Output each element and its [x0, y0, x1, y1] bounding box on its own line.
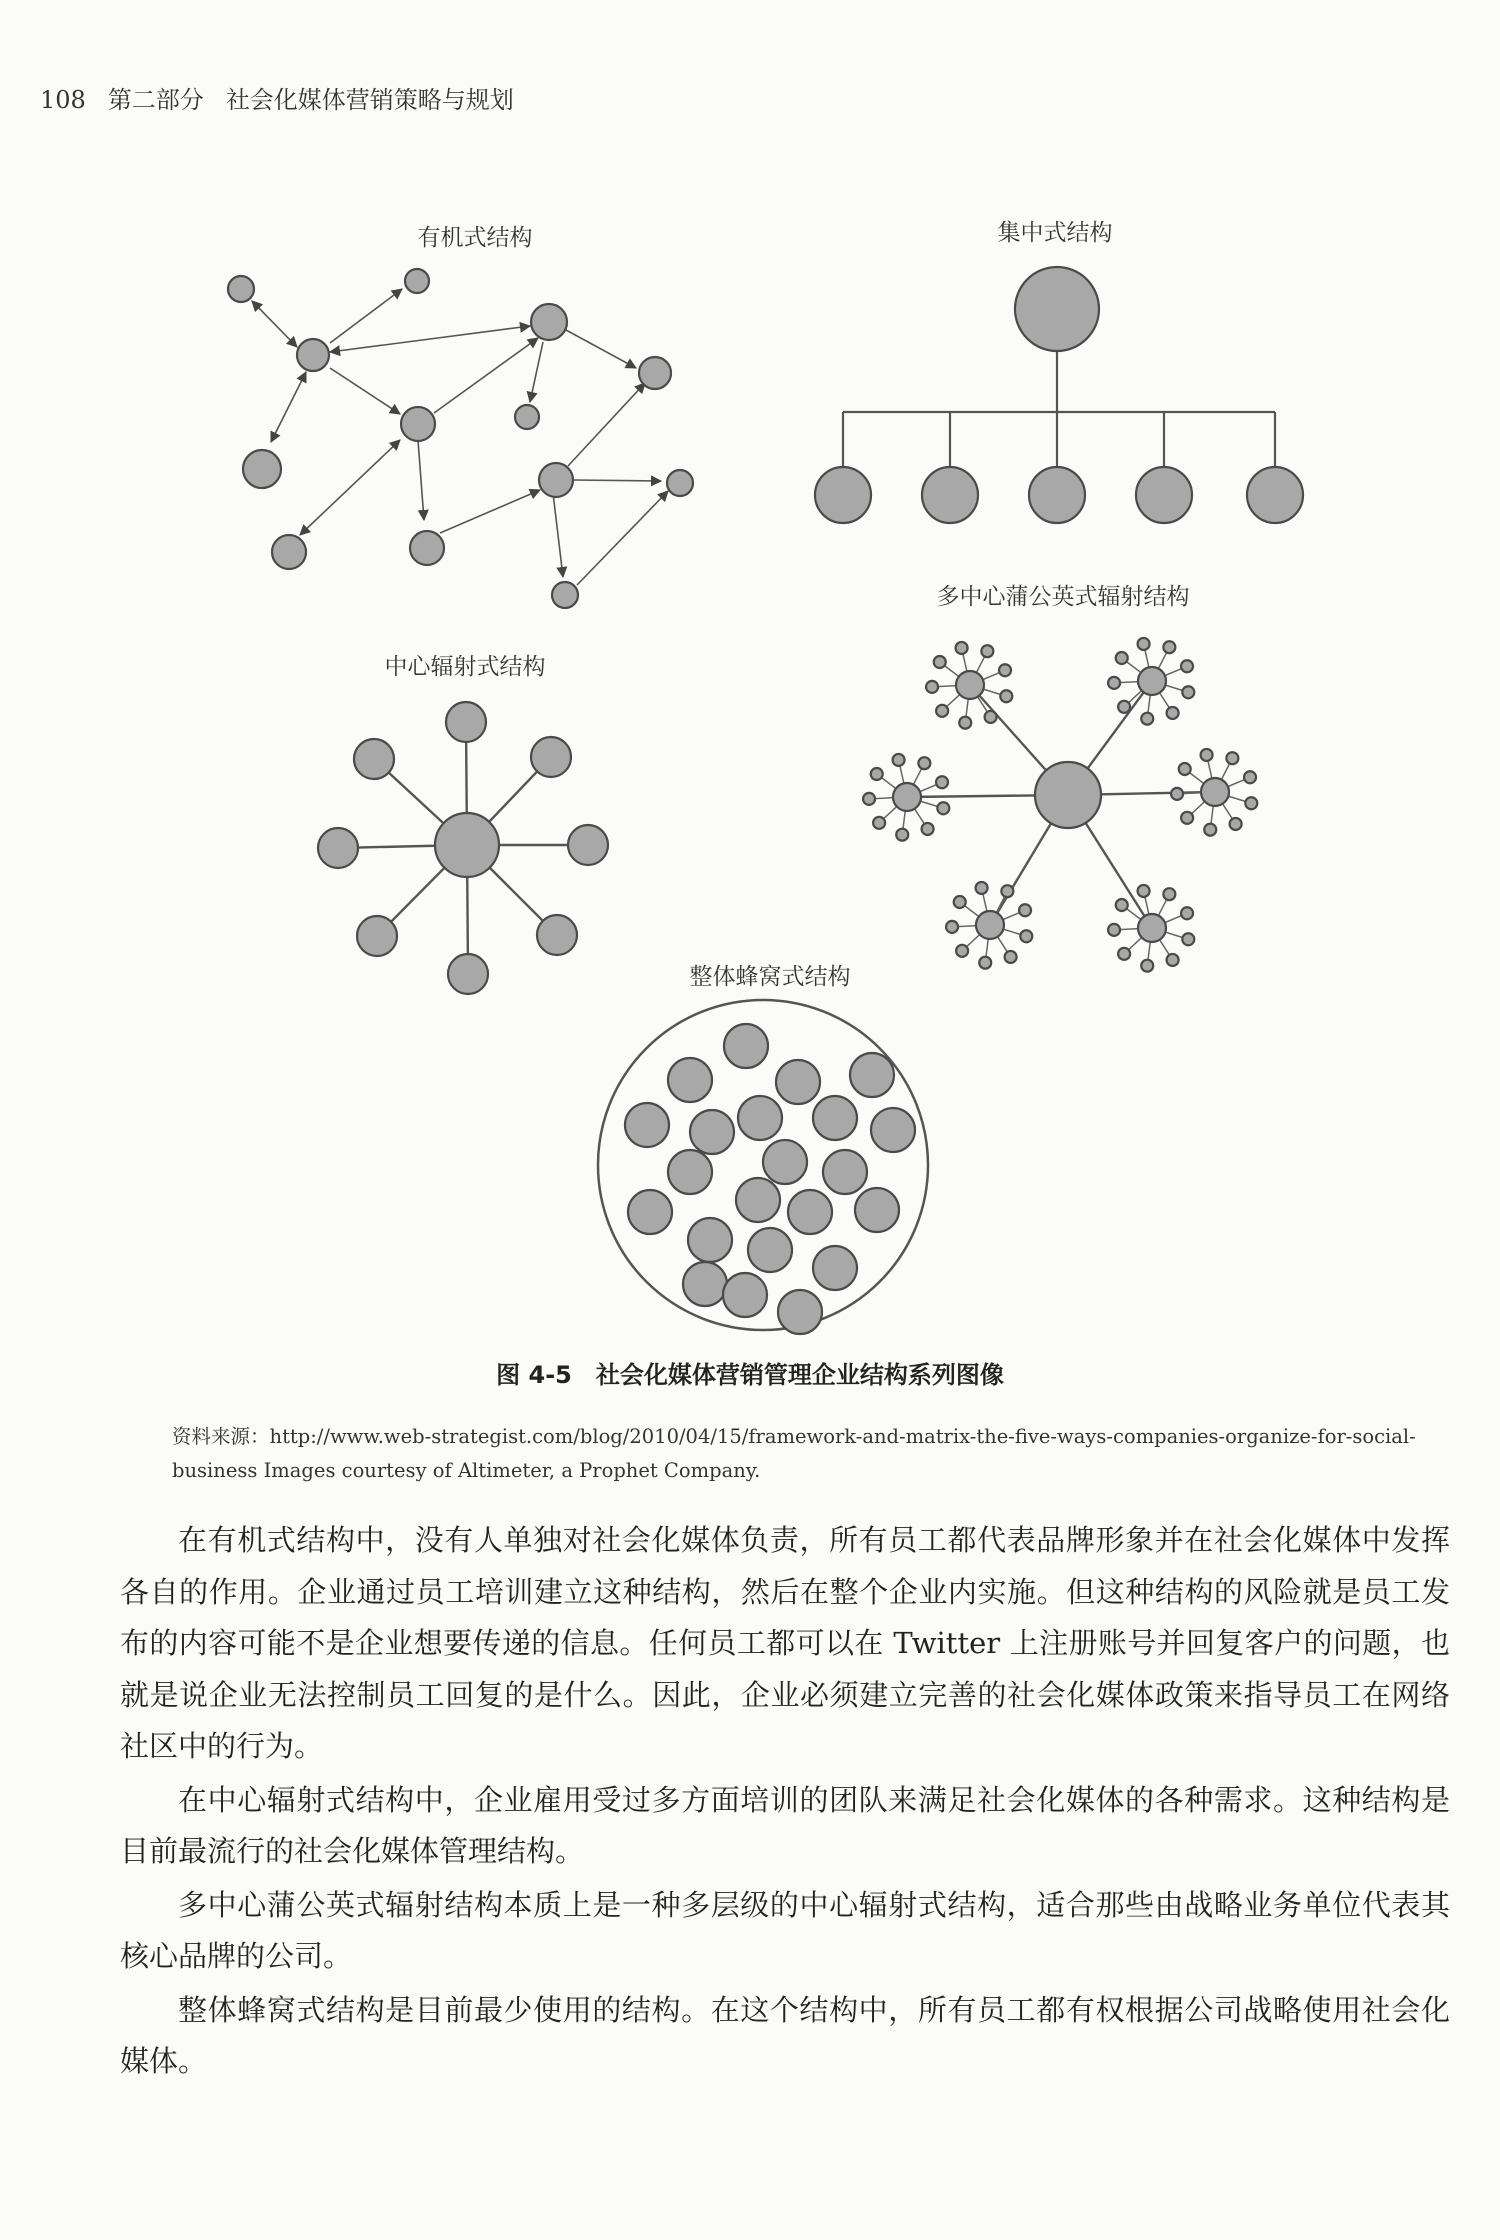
body-paragraph-multi-hub: 多中心蒲公英式辐射结构本质上是一种多层级的中心辐射式结构，适合那些由战略业务单位代表其核心品牌的公司。 [120, 1887, 1450, 1973]
satellite-node [1171, 788, 1183, 800]
satellite-node [922, 823, 934, 835]
satellite-node [1179, 763, 1191, 775]
satellite-node [1118, 701, 1130, 713]
central-unit-node [1029, 467, 1085, 523]
organic-node [272, 535, 306, 569]
centralized-structure-title: 集中式结构 [997, 220, 1113, 246]
sub-hub-node [1138, 667, 1166, 695]
organic-links [252, 289, 668, 585]
honeycomb-cell [763, 1140, 807, 1184]
hub-node [435, 813, 499, 877]
organic-node [539, 463, 573, 497]
body-paragraph-holistic: 整体蜂窝式结构是目前最少使用的结构。在这个结构中，所有员工都有权根据公司战略使用社会化媒体。 [120, 1992, 1450, 2078]
honeycomb-cell [813, 1096, 857, 1140]
organic-node [405, 269, 429, 293]
satellite-node [873, 817, 885, 829]
satellite-node [896, 829, 908, 841]
satellite-node [1138, 885, 1150, 897]
organic-node [243, 450, 281, 488]
satellite-node [1167, 707, 1179, 719]
satellite-node [1019, 904, 1031, 916]
source-label: 资料来源： [172, 1425, 270, 1448]
satellite-node [1141, 960, 1153, 972]
satellite-node [1167, 954, 1179, 966]
part-title: 社会化媒体营销策略与规划 [225, 86, 514, 114]
central-unit-node [922, 467, 978, 523]
satellite-node [1001, 885, 1013, 897]
satellite-node [1020, 930, 1032, 942]
satellite-node [1230, 818, 1242, 830]
satellite-node [1182, 933, 1194, 945]
source-credit-line: business Images courtesy of Altimeter, a Prophet Company. [172, 1459, 761, 1482]
organic-nodes [228, 269, 693, 608]
dandelion-hub-node [1035, 762, 1101, 828]
satellite-node [1005, 951, 1017, 963]
satellite-node [1163, 888, 1175, 900]
satellite-node [1181, 812, 1193, 824]
satellite-node [976, 882, 988, 894]
honeycomb-cell [871, 1108, 915, 1152]
honeycomb-cells [625, 1024, 915, 1334]
satellite-node [1141, 713, 1153, 725]
honeycomb-cell [625, 1103, 669, 1147]
satellite-node [1245, 797, 1257, 809]
figure-number: 图 4-5 [496, 1361, 572, 1389]
satellite-node [999, 664, 1011, 676]
honeycomb-cell [776, 1060, 820, 1104]
multi-hub-structure-title: 多中心蒲公英式辐射结构 [936, 584, 1190, 610]
satellite-node [1181, 907, 1193, 919]
honeycomb-cell [788, 1190, 832, 1234]
satellite-node [1116, 652, 1128, 664]
satellite-node [954, 896, 966, 908]
sub-hub-node [956, 671, 984, 699]
body-paragraph-organic: 在有机式结构中，没有人单独对社会化媒体负责，所有员工都代表品牌形象并在社会化媒体中发挥各自的作用。企业通过员工培训建立这种结构，然后在整个企业内实施。但这种结构的风险就是员工发布的内容可能不是企业想要传递的信息。任何员工都可以在 Twitter 上注册账号并回复客户的问题，也就是说企业无法控制员工回复的是什么。因此，企业必须建立完善的社会化媒体政策来指导员工在网络社区中的行为。 [120, 1523, 1450, 1763]
organic-node [228, 276, 254, 302]
satellite-node [1244, 771, 1256, 783]
satellite-node [1201, 749, 1213, 761]
satellite-node [1000, 690, 1012, 702]
satellite-node [981, 645, 993, 657]
source-url-line: http://www.web-strategist.com/blog/2010/04/15/framework-and-matrix-the-five-ways-companies-organize-for-social- [269, 1425, 1416, 1448]
honeycomb-cell [855, 1188, 899, 1232]
organic-node [531, 304, 567, 340]
satellite-node [1226, 752, 1238, 764]
organic-node [515, 405, 539, 429]
spoke-node [537, 915, 577, 955]
sub-hub-node [893, 783, 921, 811]
body-paragraph-hub-spoke: 在中心辐射式结构中，企业雇用受过多方面培训的团队来满足社会化媒体的各种需求。这种结构是目前最流行的社会化媒体管理结构。 [120, 1782, 1450, 1868]
hub-spoke-structure-diagram [318, 654, 608, 994]
honeycomb-cell [724, 1024, 768, 1068]
satellite-node [934, 656, 946, 668]
honeycomb-cell [736, 1178, 780, 1222]
satellite-node [863, 793, 875, 805]
sub-hub-node [1138, 914, 1166, 942]
honeycomb-cell [748, 1228, 792, 1272]
satellite-node [956, 945, 968, 957]
organic-node [667, 470, 693, 496]
page-number: 108 [40, 86, 86, 114]
honeycomb-cell [690, 1110, 734, 1154]
satellite-node [918, 757, 930, 769]
source-note [172, 1420, 1442, 1488]
satellite-node [946, 921, 958, 933]
organic-node [297, 339, 329, 371]
spoke-node [357, 916, 397, 956]
satellite-node [985, 711, 997, 723]
satellite-node [956, 642, 968, 654]
spoke-node [448, 954, 488, 994]
honeycomb-cell [738, 1096, 782, 1140]
satellite-node [871, 768, 883, 780]
honeycomb-cell [813, 1246, 857, 1290]
figure-caption [0, 1355, 1500, 1390]
satellite-node [979, 957, 991, 969]
sub-hub-node [1201, 778, 1229, 806]
satellite-node [1182, 686, 1194, 698]
honeycomb-cell [850, 1053, 894, 1097]
satellite-node [1138, 638, 1150, 650]
holistic-structure-diagram [598, 964, 928, 1334]
spoke-node [354, 739, 394, 779]
satellite-node [937, 802, 949, 814]
satellite-node [926, 681, 938, 693]
honeycomb-cell [823, 1150, 867, 1194]
organic-node [639, 357, 671, 389]
satellite-node [1204, 824, 1216, 836]
honeycomb-cell [688, 1218, 732, 1262]
satellite-node [936, 705, 948, 717]
organic-node [401, 407, 435, 441]
dandelion-network [863, 638, 1257, 972]
body-text [120, 1515, 1450, 2090]
centralized-structure-diagram [815, 220, 1303, 523]
honeycomb-cell [628, 1190, 672, 1234]
satellite-node [1116, 899, 1128, 911]
central-unit-node [1136, 467, 1192, 523]
central-unit-node [815, 467, 871, 523]
hub-spoke-structure-title: 中心辐射式结构 [384, 654, 546, 680]
honeycomb-cell [668, 1058, 712, 1102]
satellite-node [893, 754, 905, 766]
satellite-node [959, 717, 971, 729]
spoke-node [446, 702, 486, 742]
spoke-node [568, 825, 608, 865]
organic-node [552, 582, 578, 608]
satellite-node [1181, 660, 1193, 672]
honeycomb-cell [778, 1290, 822, 1334]
honeycomb-cell [668, 1150, 712, 1194]
honeycomb-cell [683, 1262, 727, 1306]
central-head-node [1015, 267, 1099, 351]
figure-caption-text: 社会化媒体营销管理企业结构系列图像 [595, 1361, 1004, 1389]
spoke-node [531, 737, 571, 777]
organic-structure-title: 有机式结构 [417, 225, 533, 251]
central-unit-node [1247, 467, 1303, 523]
part-label: 第二部分 [107, 86, 204, 114]
holistic-structure-title: 整体蜂窝式结构 [689, 964, 851, 990]
organic-structure-diagram [228, 225, 693, 608]
organic-node [410, 531, 444, 565]
honeycomb-cell [723, 1273, 767, 1317]
satellite-node [1118, 948, 1130, 960]
multi-hub-structure-diagram [863, 584, 1257, 972]
spoke-node [318, 828, 358, 868]
sub-hub-node [976, 911, 1004, 939]
satellite-node [1163, 641, 1175, 653]
satellite-node [1108, 677, 1120, 689]
satellite-node [1108, 924, 1120, 936]
satellite-node [936, 776, 948, 788]
